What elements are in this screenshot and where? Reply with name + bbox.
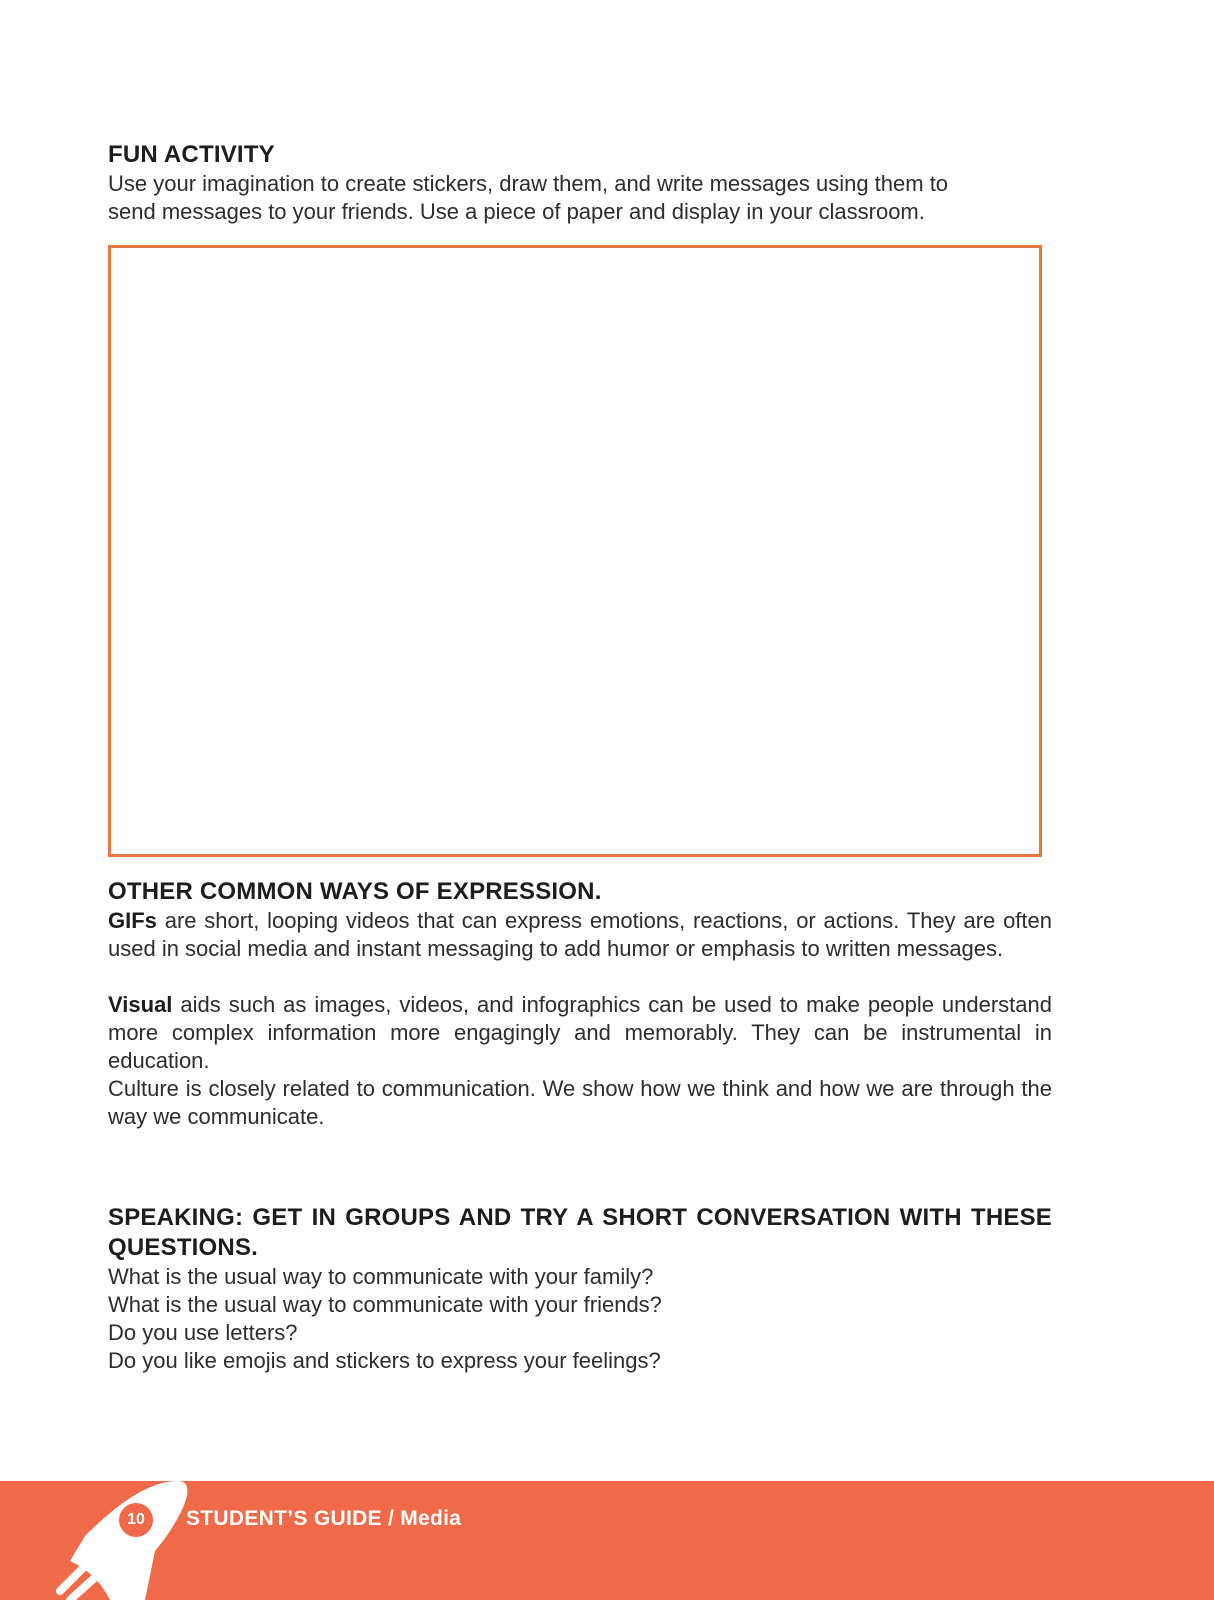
gifs-text: are short, looping videos that can express emotions, reactions, or actions. They are often used in social media and instant messaging to add humor or emphasis to written messages. bbox=[108, 908, 1052, 961]
question-3: Do you use letters? bbox=[108, 1320, 298, 1345]
expression-section bbox=[108, 877, 1052, 1131]
visual-text: aids such as images, videos, and infographics can be used to make people understand more complex information more engagingly and memorably. They can be instrumental in education. bbox=[108, 992, 1052, 1073]
fun-activity-section bbox=[108, 140, 1052, 226]
culture-paragraph: Culture is closely related to communication. We show how we think and how we are through the way we communicate. bbox=[108, 1076, 1052, 1129]
footer-bar bbox=[0, 1481, 1214, 1600]
rocket-icon bbox=[50, 1481, 190, 1600]
visual-term: Visual bbox=[108, 992, 173, 1017]
speaking-section bbox=[108, 1203, 1052, 1375]
gifs-term: GIFs bbox=[108, 908, 157, 933]
guide-label: STUDENT’S GUIDE / Media bbox=[186, 1507, 462, 1530]
page-number: 10 bbox=[119, 1503, 153, 1537]
visual-paragraph bbox=[108, 991, 1052, 1075]
question-1: What is the usual way to communicate with your family? bbox=[108, 1264, 654, 1289]
drawing-area-box bbox=[108, 245, 1042, 857]
question-2: What is the usual way to communicate with your friends? bbox=[108, 1292, 662, 1317]
gifs-paragraph bbox=[108, 907, 1052, 963]
fun-activity-line-2: send messages to your friends. Use a piece of paper and display in your classroom. bbox=[108, 199, 925, 224]
expression-title: OTHER COMMON WAYS OF EXPRESSION. bbox=[108, 878, 602, 905]
question-4: Do you like emojis and stickers to express your feelings? bbox=[108, 1348, 661, 1373]
speaking-title: SPEAKING: GET IN GROUPS AND TRY A SHORT CONVERSATION WITH THESE QUESTIONS. bbox=[108, 1204, 1052, 1261]
fun-activity-line-1: Use your imagination to create stickers, draw them, and write messages using them to bbox=[108, 171, 949, 196]
fun-activity-title: FUN ACTIVITY bbox=[108, 141, 275, 168]
